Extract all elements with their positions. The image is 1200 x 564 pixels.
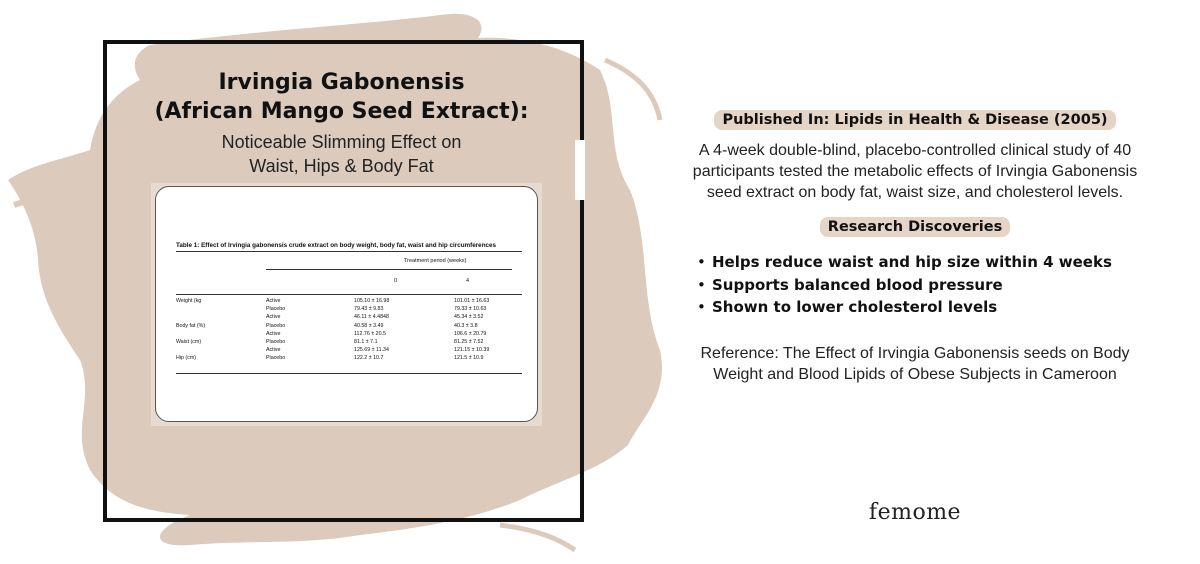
subtitle-line-1: Noticeable Slimming Effect on (221, 132, 462, 152)
frame-gap-top (575, 140, 585, 200)
table-cell-w4: 121.15 ± 10.39 (454, 347, 490, 354)
table-cell-w4: 81.25 ± 7.52 (454, 339, 484, 345)
table-cell-group: Active (266, 330, 281, 337)
bullet-icon: • (697, 253, 706, 271)
discoveries-list (690, 251, 1140, 319)
bullet-icon: • (697, 298, 706, 316)
table-cell-measure: Hip (cm) (176, 355, 197, 362)
reference-text: Reference: The Effect of Irvingia Gabonensis seeds on Body Weight and Blood Lipids of Obese Subjects in Cameroon (700, 344, 1130, 383)
table-cell-w0: 81.1 ± 7.1 (354, 339, 378, 345)
table-cell-w4: 40.3 ± 3.8 (454, 322, 478, 329)
study-table-image (151, 183, 542, 426)
table-cell-w0: 122.2 ± 10.7 (354, 355, 384, 362)
table-cell-group: Placebo (266, 355, 286, 362)
table-cell-measure: Waist (cm) (176, 339, 202, 345)
table-cell-w0: 125.69 ± 11.34 (354, 347, 389, 354)
table-cell-w0: 105.10 ± 16.98 (354, 298, 390, 304)
table-cell-w4: 121.5 ± 10.9 (454, 355, 484, 362)
table-treatment-label: Treatment period (weeks) (404, 258, 467, 264)
table-cell-w0: 46.11 ± 4.4848 (354, 314, 389, 321)
table-rule-top (176, 251, 522, 252)
published-badge: Published In: Lipids in Health & Disease (2005) (714, 110, 1115, 130)
title-line-1: Irvingia Gabonensis (218, 70, 465, 95)
bullet-icon: • (697, 275, 706, 294)
list-item: • Shown to lower cholesterol levels (694, 296, 1140, 319)
left-title-block (110, 68, 573, 178)
right-content (690, 110, 1140, 401)
brand-logo: femome (868, 500, 962, 525)
table-rule-bottom (176, 373, 522, 374)
table-cell-w0: 40.58 ± 3.49 (354, 322, 384, 329)
table-cell-group: Active (266, 314, 281, 321)
table-rule-head (176, 294, 522, 295)
table-caption: Table 1: Effect of Irvingia gabonensis crude extract on body weight, body fat, waist and hip circumferences (176, 242, 497, 249)
table-cell-w4: 101.01 ± 16.63 (454, 298, 490, 304)
table-cell-w4: 106.6 ± 20.79 (454, 330, 487, 337)
list-item: • Helps reduce waist and hip size within 4 weeks (694, 251, 1140, 274)
table-col-week4: 4 (466, 278, 470, 284)
subtitle-line-2: Waist, Hips & Body Fat (249, 156, 434, 176)
study-table-card (155, 186, 538, 422)
table-cell-w4: 45.34 ± 3.52 (454, 314, 484, 321)
table-cell-measure: Weight (kg (176, 298, 202, 304)
frame-gap-marker (575, 410, 585, 416)
table-cell-measure: Body fat (%) (176, 322, 206, 329)
table-cell-w4: 79.33 ± 10.63 (454, 306, 487, 313)
table-col-week0: 0 (394, 278, 398, 284)
table-cell-group: Active (266, 298, 281, 304)
table-cell-group: Placebo (266, 322, 286, 329)
table-cell-group: Placebo (266, 306, 286, 313)
table-cell-group: Placebo (266, 339, 286, 345)
table-cell-group: Active (266, 347, 281, 354)
title-line-2: (African Mango Seed Extract): (154, 99, 529, 124)
study-description: A 4-week double-blind, placebo-controlled clinical study of 40 participants tested the metabolic effects of Irvingia Gabonensis seed extract on body fat, waist size, and cholesterol levels. (692, 142, 1138, 201)
table-cell-w0: 112.76 ± 20.5 (354, 330, 386, 337)
discoveries-badge: Research Discoveries (820, 217, 1010, 237)
list-item: • Supports balanced blood pressure (694, 274, 1140, 297)
table-cell-w0: 79.43 ± 9.83 (354, 306, 384, 313)
table-rule-sub (266, 269, 512, 270)
